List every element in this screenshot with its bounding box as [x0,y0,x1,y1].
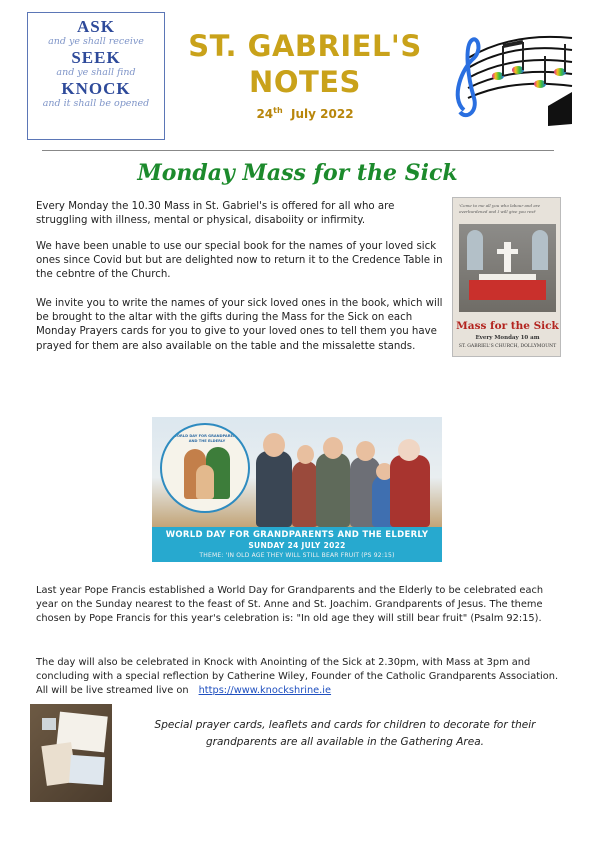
article-heading: Monday Mass for the Sick [137,160,458,186]
card-quote: 'Come to me all you who labour and are overburdened and I will give you rest' [459,203,540,214]
family-face [297,445,314,464]
logo-figure [196,465,214,499]
article-paragraph-1: Every Monday the 10.30 Mass in St. Gabriel's is offered for all who are struggling with illness, mental or physical, disaboiity or infirmity. [36,201,395,227]
grandparents-paragraph-2-text: The day will also be celebrated in Knock with Anointing of the Sick at 2.30pm, with Mass at 3pm and concluding with a special reflection by Catherine Wiley, Founder of the Catholic Grandparents Association. All will be live streamed live on [36,657,559,697]
motto-seek: SEEK [71,48,121,67]
banner-line-3: THEME: 'IN OLD AGE THEY WILL STILL BEAR FRUIT (PS 92:15) [199,552,395,559]
altar-photo [459,224,556,312]
title-line-2: NOTES [249,65,361,99]
date-month-year: July 2022 [291,107,354,121]
cross-bar [497,249,518,254]
motto-ask: ASK [77,17,115,36]
card-title: Mass for the Sick [456,320,559,332]
article-paragraph-3: We invite you to write the names of your sick loved ones in the book, which will be brought to the altar with the gifts during the Mass for the Sick on each Monday Prayers cards for you to give to your loved ones to tell them you have prayed for them are also available on the table and the missalette stands. [36,298,443,352]
cross-icon [504,242,511,272]
article-paragraph-2: We have been unable to use our special book for the names of your loved sick ones since Covid but but are delighted now to return it to the Credence Table in the cebntre of the Church. [36,241,443,281]
knock-shrine-link[interactable]: https://www.knockshrine.ie [198,685,332,697]
altar [469,280,546,300]
header-divider [42,150,554,151]
music-notes-staff-icon [448,28,576,128]
prayer-card [69,755,105,785]
date-day: 24 [256,107,274,121]
prayer-card [42,718,56,730]
card-church: ST. GABRIEL'S CHURCH, DOLLYMOUNT [458,344,557,349]
family-member [390,455,430,527]
holy-family-logo-icon [160,423,250,513]
family-face [356,441,375,461]
card-subtitle: Every Monday 10 am [475,335,540,341]
date-suffix: th [273,106,283,115]
issue-date [170,106,440,121]
closing-note: Special prayer cards, leaflets and cards for children to decorate for their grandparents are all available in the Gathering Area. [154,719,536,748]
logo-text: WORLD DAY FOR GRANDPARENTS AND THE ELDERLY [173,434,241,443]
family-member [256,451,292,527]
motto-knock-sub: and it shall be opened [42,98,150,109]
family-face [323,437,343,459]
motto-ask-sub: and ye shall receive [48,36,144,47]
mass-for-the-sick-card-image [452,197,561,357]
grandparents-day-banner [152,417,442,562]
family-member [292,461,318,527]
family-face [398,439,420,461]
motto-knock: KNOCK [61,79,131,98]
ask-seek-knock-motto [27,12,165,140]
motto-seek-sub: and ye shall find [56,67,136,78]
grandparents-paragraph-1: Last year Pope Francis established a World Day for Grandparents and the Elderly to be celebrated each year on the Sunday nearest to the feast of St. Anne and St. Joachim. Grandparents of Jesus. The theme chosen by Pope Francis for this year's celebration is: "In old age they will still bear fruit" (Psalm 92:15). [36,585,544,625]
church-window [532,230,548,270]
church-window [467,230,483,270]
family-face [263,433,285,457]
prayer-cards-photo [30,704,112,802]
family-member [316,453,350,527]
title-line-1: ST. GABRIEL'S [188,29,422,63]
banner-line-1: WORLD DAY FOR GRANDPARENTS AND THE ELDERLY [165,530,429,540]
banner-line-2: SUNDAY 24 JULY 2022 [248,541,346,550]
newsletter-title [170,28,440,121]
grandparents-paragraph-2 [36,656,564,699]
